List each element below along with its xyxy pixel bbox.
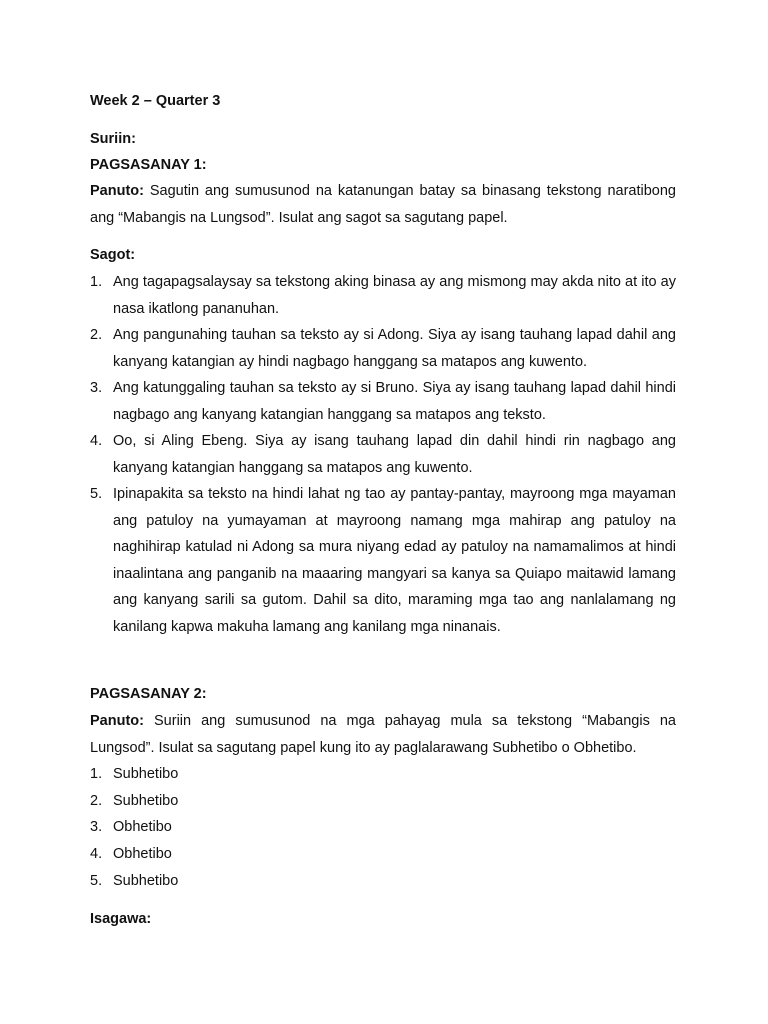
list-number: 3.	[90, 380, 103, 396]
pagsasanay-1-instruction	[90, 178, 676, 231]
list-number: 2.	[90, 327, 103, 343]
list-number: 4.	[90, 433, 103, 449]
list-number: 5.	[90, 486, 103, 502]
instruction-label: Panuto:	[90, 713, 144, 729]
list-item-text: Subhetibo	[113, 766, 179, 782]
list-number: 5.	[90, 872, 103, 889]
pagsasanay-2-instruction	[90, 708, 676, 761]
instruction-text: Sagutin ang sumusunod na katanungan batay sa binasang tekstong naratibong ang “Mabangis na Lungsod”. Isulat ang sagot sa sagutang papel.	[90, 183, 676, 226]
list-item	[90, 428, 676, 481]
instruction-text: Suriin ang sumusunod na mga pahayag mula sa tekstong “Mabangis na Lungsod”. Isulat sa sagutang papel kung ito ay paglalarawang Subhetibo o Obhetibo.	[90, 713, 676, 756]
list-item-text: Ang pangunahing tauhan sa teksto ay si Adong. Siya ay isang tauhang lapad dahil ang kanyang katangian ay hindi nagbago hanggang sa matapos ang kuwento.	[113, 327, 676, 370]
list-item-text: Subhetibo	[113, 872, 179, 889]
isagawa-heading: Isagawa:	[90, 911, 152, 927]
list-item	[90, 788, 676, 815]
pagsasanay-1-answer-list	[90, 269, 676, 640]
list-number: 3.	[90, 819, 103, 836]
list-item	[90, 868, 676, 895]
list-item-text: Ang tagapagsalaysay sa tekstong aking binasa ay ang mismong may akda nito at ito ay nasa ikatlong pananuhan.	[113, 274, 676, 317]
list-item	[90, 814, 676, 841]
pagsasanay-2-answer-list	[90, 761, 676, 894]
instruction-label: Panuto:	[90, 183, 144, 199]
list-item	[90, 375, 676, 428]
list-number: 1.	[90, 766, 103, 782]
list-item-text: Obhetibo	[113, 819, 172, 836]
pagsasanay-2-heading: PAGSASANAY 2:	[90, 686, 207, 702]
list-item	[90, 481, 676, 640]
week-heading: Week 2 – Quarter 3	[90, 93, 221, 109]
list-item-text: Ang katunggaling tauhan sa teksto ay si Bruno. Siya ay isang tauhang lapad dahil hindi nagbago ang kanyang katangian hanggang sa matapos ang teksto.	[113, 380, 676, 423]
list-item-text: Obhetibo	[113, 846, 172, 863]
list-number: 1.	[90, 274, 103, 290]
list-number: 4.	[90, 846, 103, 863]
list-item	[90, 761, 676, 788]
pagsasanay-1-heading: PAGSASANAY 1:	[90, 157, 207, 173]
list-item	[90, 841, 676, 868]
suriin-heading: Suriin:	[90, 131, 136, 147]
list-number: 2.	[90, 792, 103, 809]
list-item-text: Ipinapakita sa teksto na hindi lahat ng tao ay pantay-pantay, mayroong mga mayaman ang patuloy na yumayaman at mayroong namang mga mahirap ang patuloy na naghihirap katulad ni Adong sa mura niyang edad ay patuloy na namamalimos at hindi inaalintana ang panganib na maaaring mangyari sa kanya sa Quiapo maitawid lamang ang kanyang sarili sa gutom. Dahil sa dito, maraming mga tao ang nanlalamang ng kanilang kapwa makuha lamang ang kanilang mga ninanais.	[113, 486, 676, 635]
list-item	[90, 322, 676, 375]
sagot-heading: Sagot:	[90, 247, 136, 263]
list-item-text: Oo, si Aling Ebeng. Siya ay isang tauhang lapad din dahil hindi rin nagbago ang kanyang katangian hanggang sa matapos ang kuwento.	[113, 433, 676, 476]
list-item-text: Subhetibo	[113, 792, 179, 809]
list-item	[90, 269, 676, 322]
